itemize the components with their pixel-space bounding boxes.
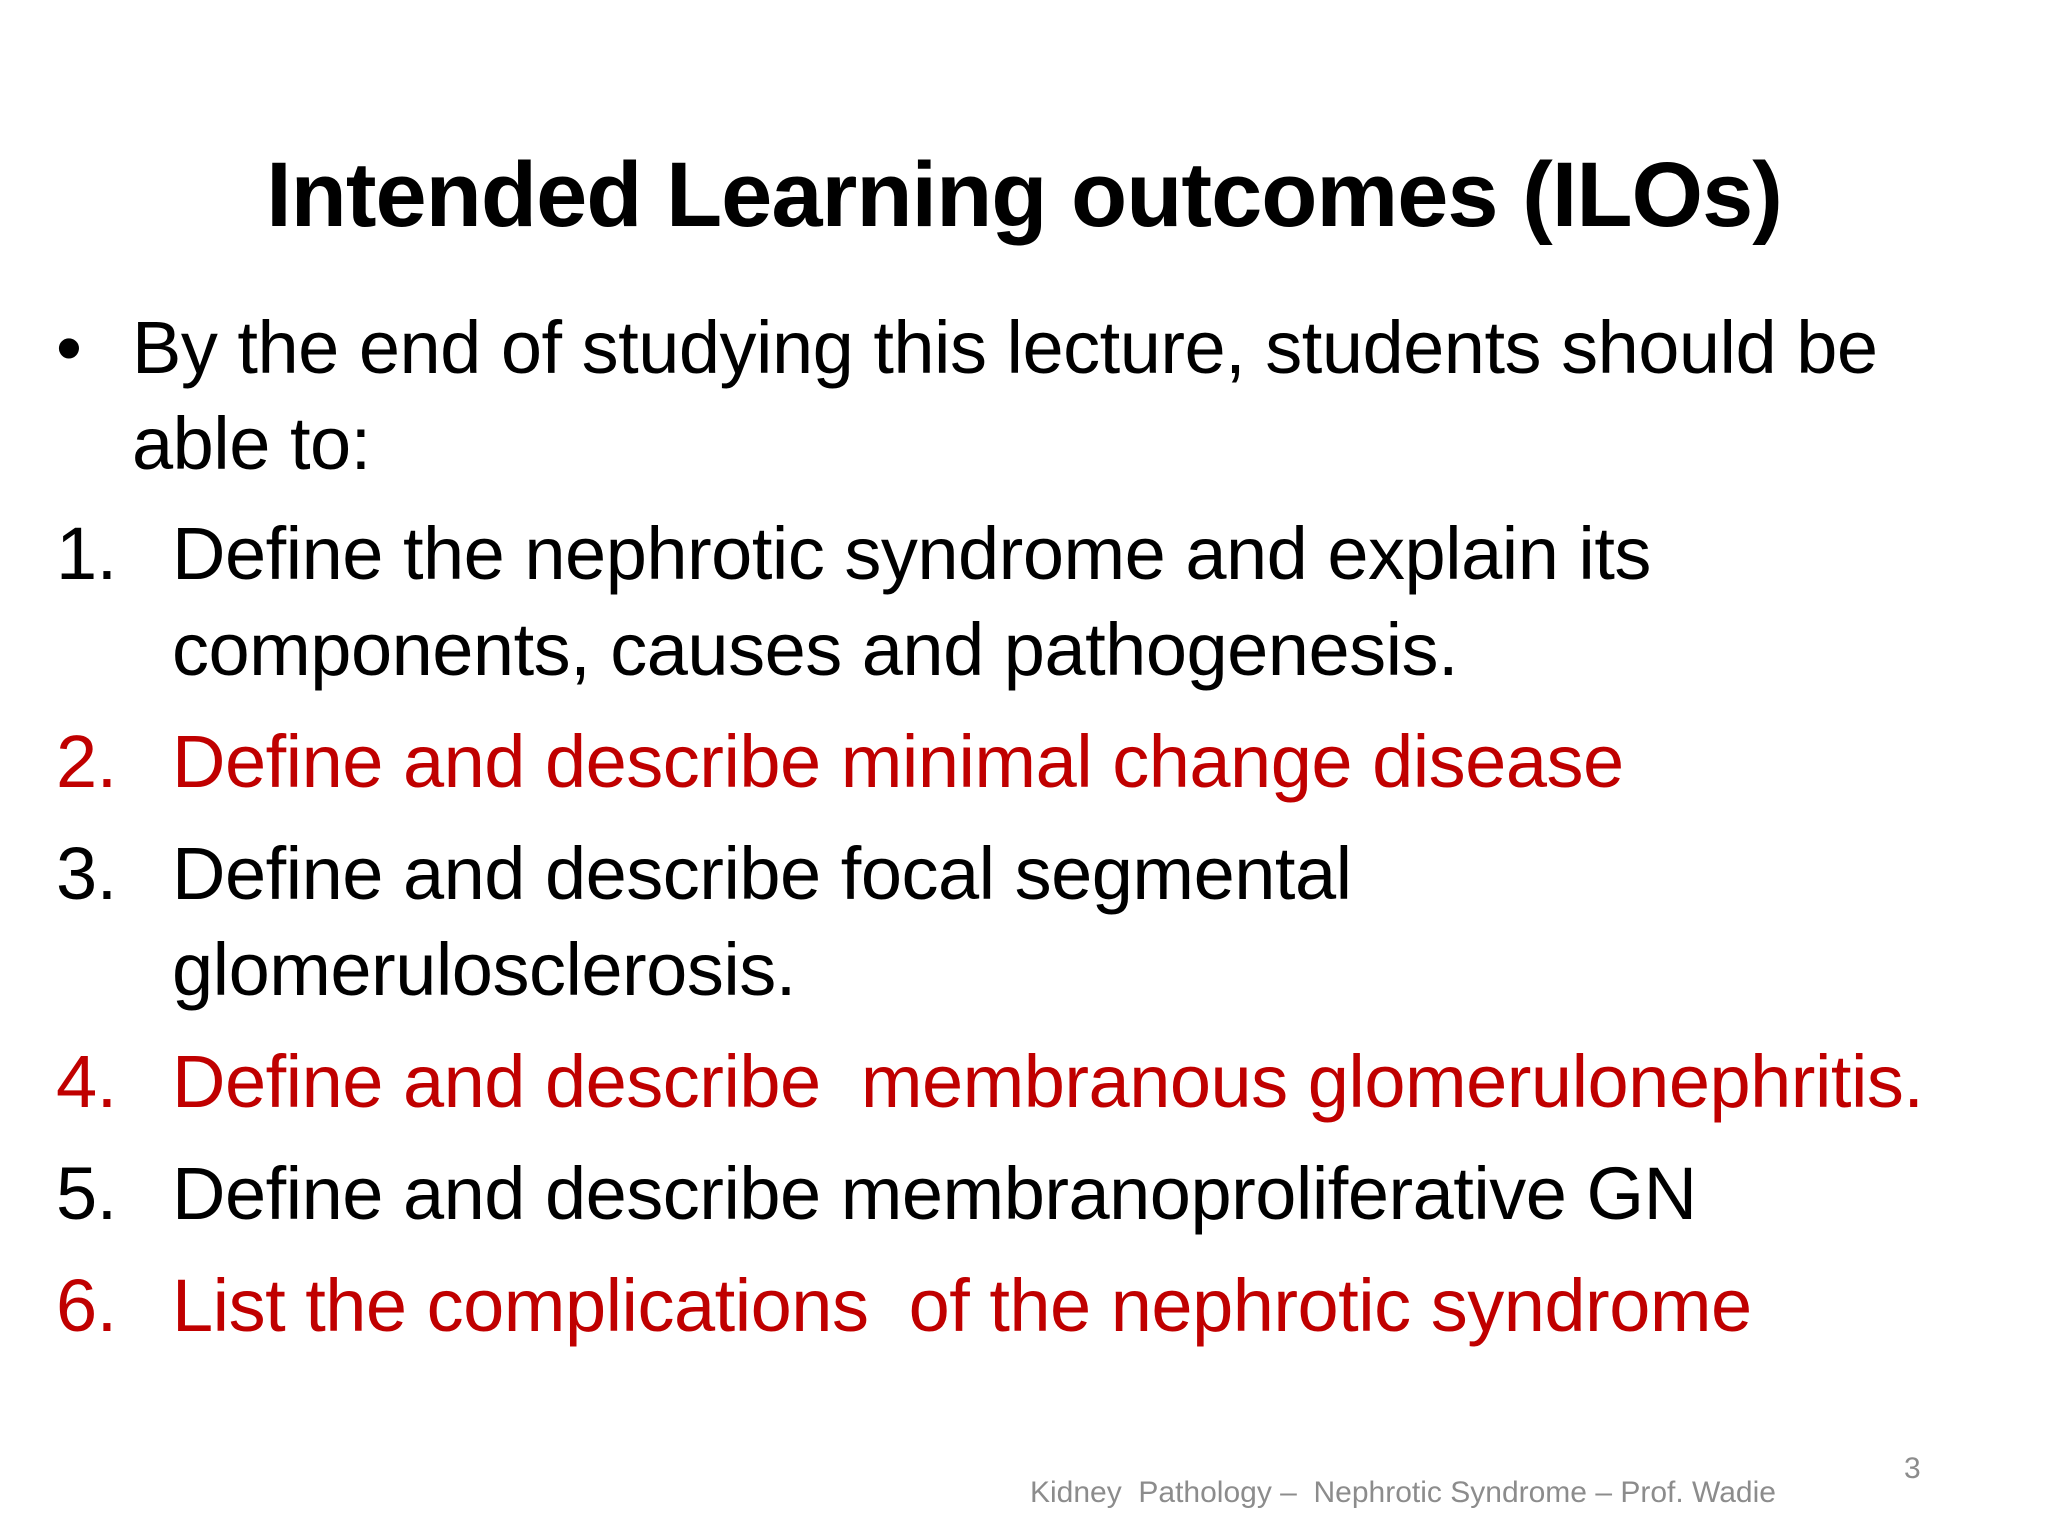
ilo-text: Define and describe focal segmental glomerulosclerosis.: [172, 832, 1352, 1011]
slide-footer: Kidney Pathology – Nephrotic Syndrome – Prof. Wadie: [1030, 1476, 1776, 1509]
ilo-item-3: [56, 826, 2036, 1018]
ilo-item-1: [56, 506, 2036, 698]
page-number: 3: [1904, 1452, 1921, 1485]
ilo-number: 5.: [56, 1152, 117, 1235]
ilo-item-4: [56, 1034, 2036, 1130]
ilo-text: Define and describe minimal change disease: [172, 720, 1624, 803]
ilo-item-2: [56, 714, 2036, 810]
ilo-number: 6.: [56, 1264, 117, 1347]
ilo-text: Define and describe membranous glomerulonephritis.: [172, 1040, 1924, 1123]
ilo-number: 3.: [56, 832, 117, 915]
ilo-item-5: [56, 1146, 2036, 1242]
ilo-number: 2.: [56, 720, 117, 803]
ilo-text: Define the nephrotic syndrome and explain its components, causes and pathogenesis.: [172, 512, 1651, 691]
ilo-item-6: [56, 1258, 2036, 1354]
ilo-list: [56, 506, 2036, 1370]
bullet-icon: •: [56, 306, 82, 389]
slide-title: Intended Learning outcomes (ILOs): [266, 144, 1782, 246]
ilo-text: List the complications of the nephrotic syndrome: [172, 1264, 1752, 1347]
intro-text: By the end of studying this lecture, students should be able to:: [132, 306, 1878, 485]
ilo-number: 1.: [56, 512, 117, 595]
ilo-number: 4.: [56, 1040, 117, 1123]
ilo-text: Define and describe membranoproliferative GN: [172, 1152, 1697, 1235]
